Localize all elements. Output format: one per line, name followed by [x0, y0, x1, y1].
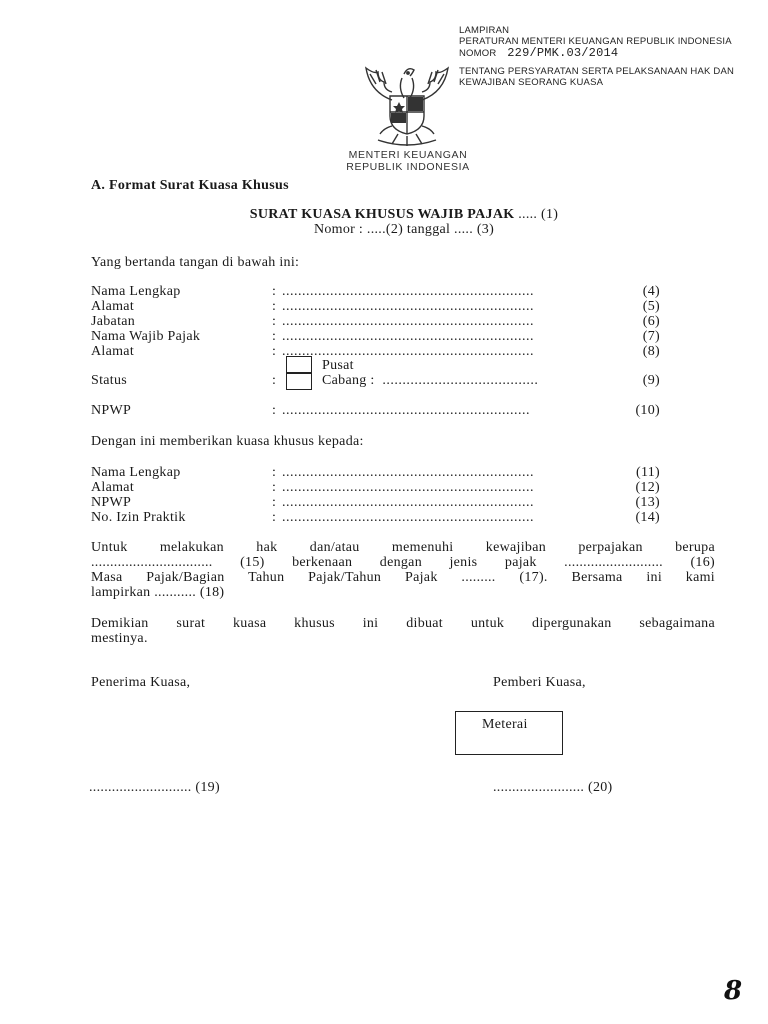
- purpose-line-2: ................................ (15) berkenaan dengan jenis pajak .......................... (16): [91, 555, 715, 570]
- nomor-label: NOMOR: [459, 48, 497, 59]
- lampiran-title: LAMPIRAN: [459, 25, 510, 36]
- field-blank: ...............................................................: [282, 480, 534, 495]
- field-label: No. Izin Praktik: [91, 510, 186, 525]
- emblem-caption: [318, 149, 498, 173]
- field-blank: ...............................................................: [282, 299, 534, 314]
- field-number: (13): [635, 495, 660, 510]
- nomor-value: 229/PMK.03/2014: [507, 46, 619, 60]
- field-blank: ...............................................................: [282, 329, 534, 344]
- field-row-grantor-address: [0, 299, 768, 315]
- field-colon: :: [272, 329, 277, 344]
- field-colon: :: [272, 299, 277, 314]
- tentang-line-2: KEWAJIBAN SEORANG KUASA: [459, 77, 604, 88]
- field-number: (5): [642, 299, 660, 314]
- regulation-number-line: [459, 48, 764, 59]
- field-row-grantee-address: [0, 480, 768, 496]
- meterai-label: Meterai: [482, 717, 528, 732]
- field-colon: :: [272, 373, 277, 388]
- field-colon: :: [272, 403, 277, 418]
- field-number: (8): [642, 344, 660, 359]
- field-number: (4): [642, 284, 660, 299]
- field-number: (6): [642, 314, 660, 329]
- section-heading: A. Format Surat Kuasa Khusus: [91, 178, 289, 193]
- field-colon: :: [272, 465, 277, 480]
- field-number: (10): [635, 403, 660, 418]
- field-label: Nama Lengkap: [91, 465, 181, 480]
- field-label: NPWP: [91, 495, 132, 510]
- letter-title: [0, 207, 768, 223]
- field-blank: ..............................................................: [282, 403, 530, 418]
- field-colon: :: [272, 284, 277, 299]
- field-label: Status: [91, 373, 128, 388]
- status-option-pusat: Pusat: [322, 358, 354, 373]
- intro-text: Yang bertanda tangan di bawah ini:: [91, 255, 300, 270]
- field-row-taxpayer-name: [0, 329, 768, 345]
- field-row-grantee-license: [0, 510, 768, 526]
- lampiran-header: [459, 25, 764, 88]
- field-blank: ...............................................................: [282, 510, 534, 525]
- field-row-grantee-name: [0, 465, 768, 481]
- grantor-signature-line: ........................ (20): [493, 780, 613, 795]
- field-row-status: [0, 373, 768, 389]
- field-label: Jabatan: [91, 314, 136, 329]
- field-blank: ...............................................................: [282, 344, 534, 359]
- field-colon: :: [272, 480, 277, 495]
- field-label: Alamat: [91, 480, 135, 495]
- field-colon: :: [272, 344, 277, 359]
- purpose-line-3: Masa Pajak/Bagian Tahun Pajak/Tahun Pajak ......... (17). Bersama ini kami: [91, 570, 715, 585]
- field-number: (11): [635, 465, 660, 480]
- emblem-caption-line-2: REPUBLIK INDONESIA: [346, 161, 470, 173]
- status-option-cabang: [322, 373, 538, 389]
- field-label: Nama Lengkap: [91, 284, 181, 299]
- page-number-mark: 8: [724, 976, 743, 1006]
- closing-line-1: Demikian surat kuasa khusus ini dibuat untuk dipergunakan sebagaimana: [91, 616, 715, 631]
- field-number: (14): [635, 510, 660, 525]
- purpose-line-4: lampirkan ........... (18): [91, 585, 225, 600]
- field-row-grantee-npwp: [0, 495, 768, 511]
- tentang-line-1: TENTANG PERSYARATAN SERTA PELAKSANAAN HAK DAN: [459, 66, 735, 77]
- letter-title-main: SURAT KUASA KHUSUS WAJIB PAJAK: [249, 207, 515, 222]
- letter-subtitle: Nomor : .....(2) tanggal ..... (3): [313, 222, 495, 237]
- field-row-grantor-position: [0, 314, 768, 330]
- emblem-caption-line-1: MENTERI KEUANGAN: [348, 149, 468, 161]
- field-colon: :: [272, 510, 277, 525]
- field-colon: :: [272, 495, 277, 510]
- field-blank: ...............................................................: [282, 465, 534, 480]
- field-number: (7): [642, 329, 660, 344]
- field-blank: ...............................................................: [282, 284, 534, 299]
- recipient-signature-line: ........................... (19): [89, 780, 220, 795]
- field-label: NPWP: [91, 403, 132, 418]
- closing-paragraph: [91, 616, 715, 646]
- garuda-emblem-icon: [352, 60, 462, 150]
- status-cabang-blank: .......................................: [382, 373, 539, 388]
- field-row-grantor-name: [0, 284, 768, 300]
- field-number: (12): [635, 480, 660, 495]
- grant-intro-text: Dengan ini memberikan kuasa khusus kepada:: [91, 434, 364, 449]
- status-cabang-label: Cabang :: [322, 373, 375, 388]
- field-number: (9): [642, 373, 660, 388]
- regulation-title: PERATURAN MENTERI KEUANGAN REPUBLIK INDONESIA: [459, 36, 732, 47]
- field-label: Alamat: [91, 344, 135, 359]
- field-row-npwp: [0, 403, 768, 419]
- purpose-line-1: Untuk melakukan hak dan/atau memenuhi kewajiban perpajakan berupa: [91, 540, 715, 555]
- recipient-label: Penerima Kuasa,: [91, 675, 191, 690]
- field-label: Nama Wajib Pajak: [91, 329, 201, 344]
- field-blank: ...............................................................: [282, 495, 534, 510]
- meterai-stamp-box: [455, 711, 563, 755]
- field-colon: :: [272, 314, 277, 329]
- purpose-paragraph: [91, 540, 715, 600]
- field-blank: ...............................................................: [282, 314, 534, 329]
- closing-line-2: mestinya.: [91, 631, 148, 646]
- field-label: Alamat: [91, 299, 135, 314]
- field-row-taxpayer-address: [0, 344, 768, 360]
- grantor-label: Pemberi Kuasa,: [493, 675, 586, 690]
- letter-title-suffix: ..... (1): [514, 207, 559, 222]
